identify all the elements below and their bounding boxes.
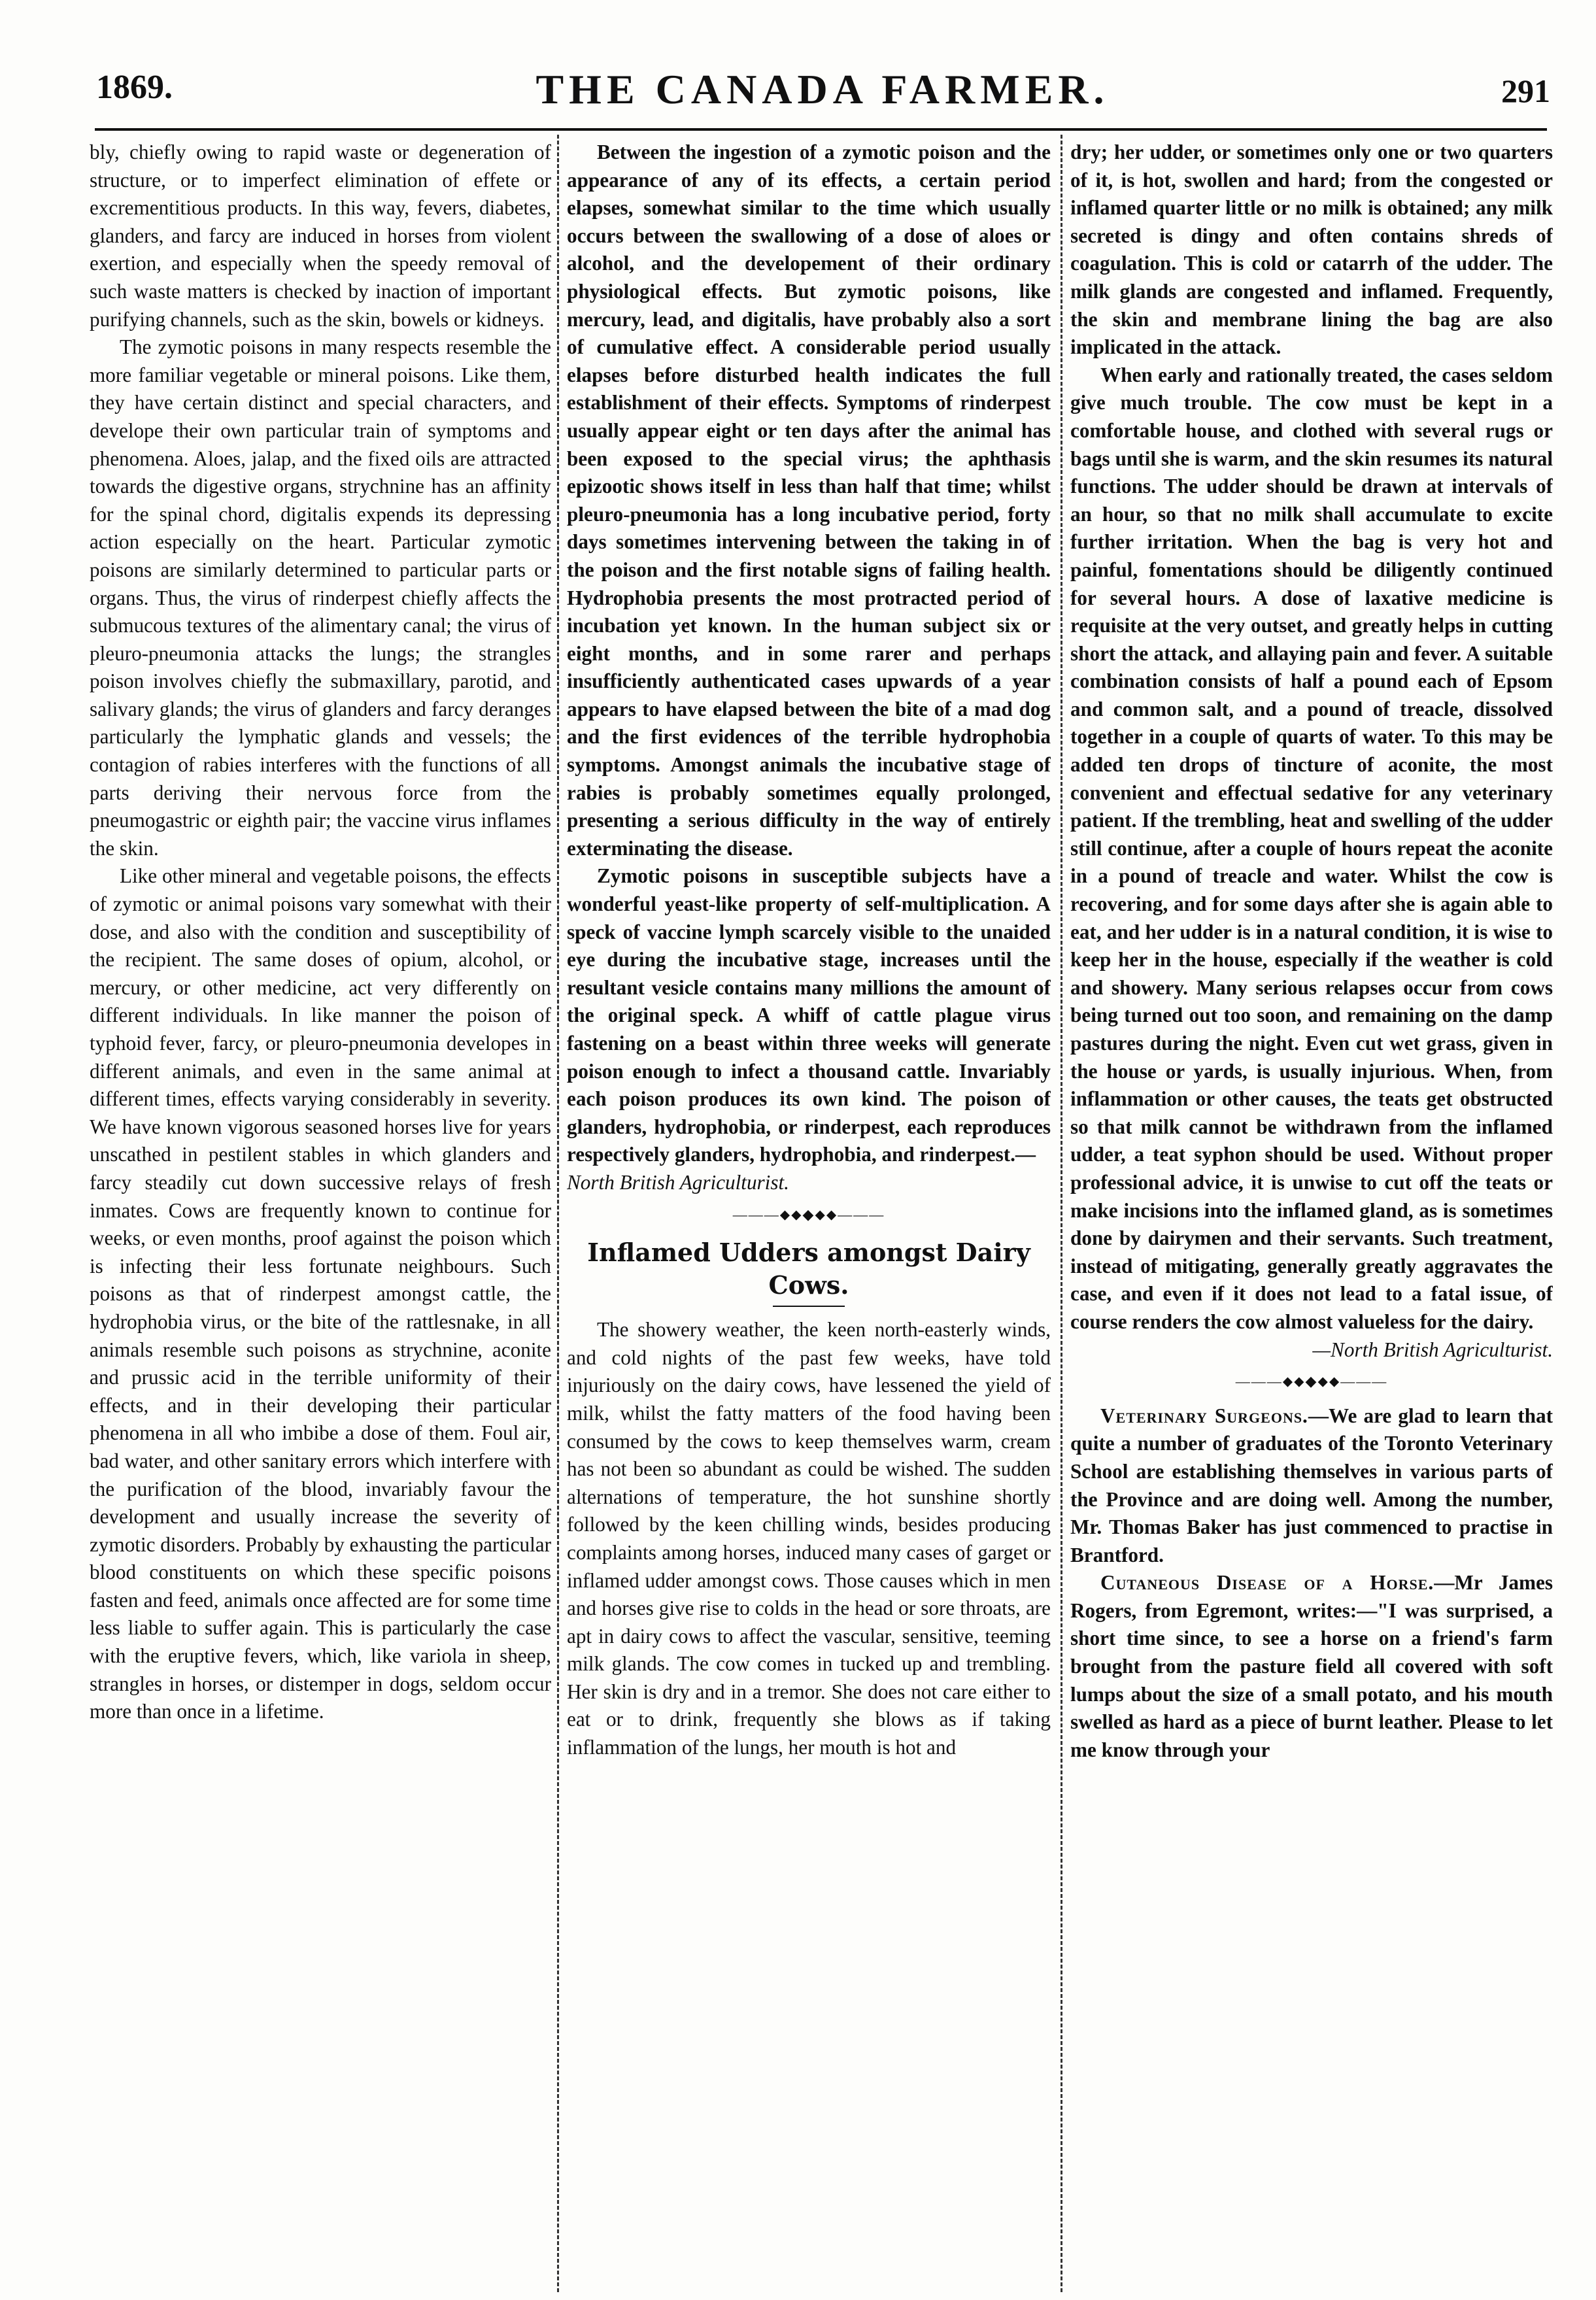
- paragraph: Zymotic poisons in susceptible subjects have a wonderful yeast-like property of self-multiplication. A speck of vaccine lymph scarcely visible to the unaided eye during the incubative stage, increases until the resultant vesicle contains many millions the amount of the original speck. A whiff of cattle plague virus fastening on a beast within three weeks will generate poison enough to infect a thousand cattle. Invariably each poison produces its own kind. The poison of glanders, hydrophobia, or rinderpest, each reproduces respectively glanders, hydrophobia, and rinderpest.—: [567, 864, 1051, 1166]
- paragraph: The zymotic poisons in many respects resemble the more familiar vegetable or mineral poisons. Like them, they have certain distinct and special characters, and develope their own particular train of symptoms and phenomena. Aloes, jalap, and the fixed oils are attracted towards the digestive organs, strychnine has an affinity for the spinal chord, digitalis expends its depressing action especially on the heart. Particular zymotic poisons are similarly determined to particular parts or organs. Thus, the virus of rinderpest chiefly affects the submucous textures of the alimentary canal; the virus of pleuro-pneumonia attacks the lungs; the strangles poison involves chiefly the submaxillary, parotid, and salivary glands; the virus of glanders and farcy deranges particularly the lymphatic glands and vessels; the contagion of rabies interferes with the functions of all parts deriving their nervous force from the pneumogastric or eighth pair; the vaccine virus inflames the skin.: [90, 335, 551, 860]
- paragraph: When early and rationally treated, the cases seldom give much trouble. The cow must be kept in a comfortable house, and clothed with several rugs or bags until she is warm, and the skin resumes its natural functions. The udder should be drawn at intervals of an hour, so that no milk shall accumulate to excite further irritation. When the bag is very hot and painful, fomentations should be diligently continued for several hours. A dose of laxative medicine is requisite at the very outset, and greatly helps in cutting short the attack, and allaying pain and fever. A suitable combination consists of half a pound each of Epsom and common salt, and a pound of treacle, dissolved together in a couple of quarts of water. To this may be added ten drops of tincture of aconite, the most convenient and effectual sedative for any veterinary patient. If the trembling, heat and swelling of the udder still continue, after a couple of hours repeat the aconite in a pound of treacle and water. Whilst the cow is recovering, and for some days after she is again able to eat, and her udder is in a natural condition, it is wise to keep her in the house, especially if the weather is cold and showery. Many serious relapses occur from cows being turned out too soon, and remaining on the damp pastures during the night. Even cut wet grass, given in the house or yards, is usually injurious. When, from inflammation or other causes, the teats get obstructed so that milk cannot be withdrawn from the inflamed udder, a teat syphon should be used. Without proper professional advice, it is unwise to cut off the teats or make incisions into the inflamed gland, as is sometimes done by dairymen and their servants. Such treatment, instead of mitigating, generally greatly aggravates the case, and even if it does not lead to a fatal issue, of course renders the cow almost valueless for the dairy.: [1070, 363, 1553, 1333]
- paragraph: dry; her udder, or sometimes only one or two quarters of it, is hot, swollen and hard; from the congested or inflamed quarter little or no milk is obtained; any milk secreted is dingy and often contains shreds of coagulation. This is cold or catarrh of the udder. The milk glands are congested and inflamed. Frequently, the skin and membrane lining the bag are also implicated in the attack.: [1070, 141, 1553, 359]
- issue-year: 1869.: [96, 69, 173, 106]
- ornament-divider: ———⬥⬥◆⬥⬥———: [732, 1206, 885, 1223]
- column-divider: [557, 135, 559, 2292]
- publication-title: THE CANADA FARMER.: [535, 66, 1110, 112]
- page-number: 291: [1501, 73, 1550, 109]
- note-heading: Cutaneous Disease of a Horse.: [1100, 1571, 1435, 1595]
- paragraph: bly, chiefly owing to rapid waste or degeneration of structure, or to imperfect elimination of effete or excrementitious products. In this way, fevers, diabetes, glanders, and farcy are induced in horses from violent exertion, and especially when the speedy removal of such waste matters is checked by inaction of important purifying channels, such as the skin, bowels or kidneys.: [90, 141, 551, 331]
- ornament-divider: ———⬥⬥◆⬥⬥———: [1235, 1373, 1388, 1390]
- news-note: [1070, 1569, 1553, 1764]
- column-1: [90, 139, 551, 2290]
- paragraph: Between the ingestion of a zymotic poison and the appearance of any of its effects, a certain period elapses, somewhat similar to the time which usually occurs between the swallowing of a dose of aloes or alcohol, and the developement of their ordinary physiological effects. But zymotic poisons, like mercury, lead, and digitalis, have probably also a sort of cumulative effect. A considerable period usually elapses before disturbed health indicates the full establishment of their effects. Symptoms of rinderpest usually appear eight or ten days after the animal has been exposed to the special virus; the aphthasis epizootic shows itself in less than half that time; whilst pleuro-pneumonia has a long incubative period, forty days sometimes intervening between the taking in of the poison and the first notable signs of failing health. Hydrophobia presents the most protracted period of incubation yet known. In the human subject six or eight months, and in some rarer and perhaps insufficiently authenticated cases upwards of a year appears to have elapsed between the bite of a mad dog and the first evidences of the terrible hydrophobia symptoms. Amongst animals the incubative stage of rabies is probably sometimes equally prolonged, presenting a serious difficulty in the way of entirely exterminating the disease.: [567, 141, 1051, 860]
- paragraph: The showery weather, the keen north-easterly winds, and cold nights of the past few weeks, have told injuriously on the dairy cows, have lessened the yield of milk, whilst the fatty matters of the food having been consumed by the cows to keep themselves warm, cream has not been so abundant as could be wished. The sudden alternations of temperature, the hot sunshine shortly followed by the keen chilling winds, besides producing complaints among horses, induced many cases of garget or inflamed udder amongst cows. Those causes which in men and horses give rise to colds in the head or sore throats, are apt in dairy cows to affect the vascular, sensitive, teeming milk glands. The cow comes in tucked up and trembling. Her skin is dry and in a tremor. She does not care either to eat or to drink, frequently she blows as if taking inflammation of the lungs, her mouth is hot and: [567, 1318, 1051, 1759]
- signature-text: —North British Agriculturist.: [1312, 1338, 1553, 1361]
- masthead-rule: [95, 128, 1547, 131]
- signature: [567, 1169, 1051, 1197]
- note-text: —We are glad to learn that quite a number of graduates of the Toronto Veterinary School are establishing themselves in various parts of the Province and are doing well. Among the number, Mr. Thomas Baker has just commenced to practise in Brantford.: [1070, 1404, 1553, 1566]
- note-text: —Mr James Rogers, from Egremont, writes:—"I was surprised, a short time since, to see a horse on a friend's farm brought from the pasture field all covered with soft lumps about the size of a small potato, and his mouth swelled as hard as a piece of burnt leather. Please to let me know through your: [1070, 1571, 1553, 1761]
- signature: [1070, 1336, 1553, 1364]
- paragraph: Like other mineral and vegetable poisons, the effects of zymotic or animal poisons vary somewhat with their dose, and also with the condition and susceptibility of the recipient. The same doses of opium, alcohol, or mercury, or other medicine, act very differently on different individuals. In like manner the poison of typhoid fever, farcy, or pleuro-pneumonia developes in different animals, and even in the same animal at different times, effects varying considerably in severity. We have known vigorous seasoned horses live for years unscathed in pestilent stables in which glanders and farcy steadily cut down successive relays of fresh inmates. Cows are frequently known to continue for weeks, or even months, proof against the poison which is infecting their less fortunate neighbours. Such poisons as that of rinderpest amongst cattle, the hydrophobia virus, or the bite of the rattlesnake, in all animals resemble such poisons as strychnine, aconite and prussic acid in the terrible uniformity of their effects, and in their developing their particular phenomena in all who imbibe a dose of them. Foul air, bad water, and other sanitary errors which interfere with the purification of the blood, invariably favour the development and usually increase the severity of zymotic disorders. Probably by exhausting the particular blood constituents on which these specific poisons fasten and feed, animals once affected are for some time less liable to suffer again. This is particularly the case with the eruptive fevers, which, like variola in sheep, strangles in horses, or distemper in dogs, seldom occur more than once in a lifetime.: [90, 864, 551, 1723]
- news-note: [1070, 1402, 1553, 1570]
- column-3: [1070, 139, 1553, 2290]
- column-divider: [1061, 135, 1062, 2292]
- article-headline: Inflamed Udders amongst Dairy Cows.: [587, 1238, 1030, 1300]
- signature-text: North British Agriculturist.: [567, 1170, 789, 1194]
- headline-rule: [773, 1306, 845, 1307]
- column-2: [567, 139, 1051, 2290]
- note-heading: Veterinary Surgeons.: [1100, 1404, 1308, 1427]
- masthead: [88, 63, 1557, 122]
